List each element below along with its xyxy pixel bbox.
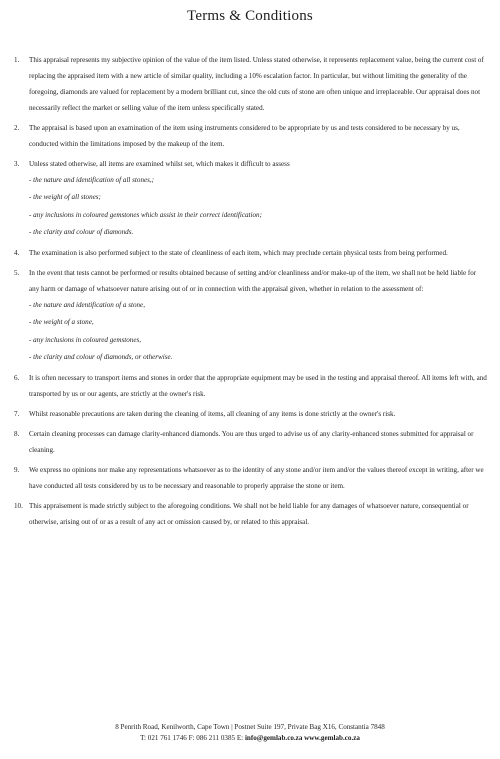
clause-item — [14, 245, 488, 261]
clause-number: 1. — [14, 56, 20, 64]
clause-number: 3. — [14, 160, 20, 168]
clause-number: 7. — [14, 410, 20, 419]
clause-body — [29, 462, 488, 494]
clause-item — [14, 156, 488, 241]
clause-body — [29, 156, 488, 241]
clause-subitem: - the clarity and colour of diamonds. — [29, 227, 134, 236]
clause-item — [14, 52, 488, 116]
clause-body — [29, 120, 488, 152]
clause-item — [14, 462, 488, 494]
clause-subitem: - the weight of all stones; — [29, 193, 101, 202]
clause-text: This appraisal represents my subjective opinion of the value of the item listed. Unless stated otherwise, it represents replacement value, being the current cost of replacing the appraised item with a new article of similar quality, including a 10% escalation factor. In particular, but without limiting the generality of the foregoing, diamonds are valued for replacement by a modern brilliant cut, since the old cuts of stone are often unique and irreplaceable. Our appraisal does not necessarily reflect the market or selling value of the item unless specifically stated. — [29, 56, 484, 112]
footer-website[interactable]: www.gemlab.co.za — [304, 734, 360, 742]
clause-item — [14, 406, 488, 422]
clause-body — [29, 406, 488, 422]
clause-text: This appraisement is made strictly subject to the aforegoing conditions. We shall not be held liable for any damages of whatsoever nature, consequential or otherwise, arising out of or as a result of any act or omission caused by, or related to this appraisal. — [29, 502, 469, 527]
clause-number: 6. — [14, 374, 20, 383]
clause-subitem: - any inclusions in coloured gemstones which assist in their correct identification; — [29, 210, 262, 219]
page-title: Terms & Conditions — [187, 8, 313, 24]
footer-contact — [0, 733, 500, 744]
clause-subitem: - the nature and identification of a stone, — [29, 301, 145, 310]
clause-number: 4. — [14, 249, 20, 258]
clause-number: 10. — [14, 502, 23, 511]
clause-subitem: - any inclusions in coloured gemstones, — [29, 335, 142, 344]
clause-subitem: - the clarity and colour of diamonds, or otherwise. — [29, 353, 173, 362]
clause-body — [29, 498, 488, 530]
clause-text: Certain cleaning processes can damage clarity-enhanced diamonds. You are thus urged to advise us of any clarity-enhanced stones submitted for appraisal or cleaning. — [29, 430, 474, 455]
footer-tel: T: 021 761 1746 — [140, 734, 187, 742]
footer-email-label: E: — [236, 734, 244, 742]
clause-text: Unless stated otherwise, all items are examined whilst set, which makes it difficult to assess — [29, 160, 290, 168]
clause-body — [29, 370, 488, 402]
clause-text: Whilst reasonable precautions are taken during the cleaning of items, all cleaning of any items is done strictly at the owner's risk. — [29, 410, 396, 419]
clause-subitem: - the nature and identification of all stones,; — [29, 176, 155, 184]
footer-fax: F: 086 211 0385 — [188, 734, 236, 742]
clause-body — [29, 265, 488, 366]
clause-text: We express no opinions nor make any representations whatsoever as to the identity of any stone and/or item and/or the values thereof except in writing, after we have conducted all tests considered by us to be necessary and reasonable to properly appraise the stone or item. — [29, 466, 484, 491]
clause-body — [29, 52, 488, 116]
clause-list — [14, 52, 488, 534]
clause-number: 9. — [14, 466, 20, 475]
clause-item — [14, 426, 488, 458]
clause-number: 2. — [14, 124, 20, 132]
clause-text: The appraisal is based upon an examination of the item using instruments considered to be appropriate by us and tests considered to be necessary by us, conducted within the limitations imposed by the makeup of the item. — [29, 124, 460, 148]
clause-item — [14, 265, 488, 366]
clause-body — [29, 245, 488, 261]
clause-item — [14, 498, 488, 530]
footer-address: 8 Penrith Road, Kenilworth, Cape Town | Postnet Suite 197, Private Bag X16, Constantia 7848 — [115, 723, 385, 731]
clause-body — [29, 426, 488, 458]
clause-subitem: - the weight of a stone, — [29, 318, 94, 327]
clause-number: 8. — [14, 430, 20, 439]
clause-text: In the event that tests cannot be performed or results obtained because of setting and/or cleanliness and/or make-up of the item, we shall not be held liable for any harm or damage of whatsoever nature arising out of or in connection with the appraisal given, whether in relation to the assessment of: — [29, 269, 477, 294]
clause-item — [14, 370, 488, 402]
clause-text: It is often necessary to transport items and stones in order that the appropriate equipment may be used in the testing and appraisal thereof. All items left with, and transported by us or our agents, are strictly at the owner's risk. — [29, 374, 487, 399]
footer-email[interactable]: info@gemlab.co.za — [244, 734, 303, 742]
clause-text: The examination is also performed subject to the state of cleanliness of each item, which may preclude certain physical tests from being performed. — [29, 249, 448, 258]
clause-item — [14, 120, 488, 152]
clause-number: 5. — [14, 269, 20, 278]
footer — [0, 722, 500, 744]
